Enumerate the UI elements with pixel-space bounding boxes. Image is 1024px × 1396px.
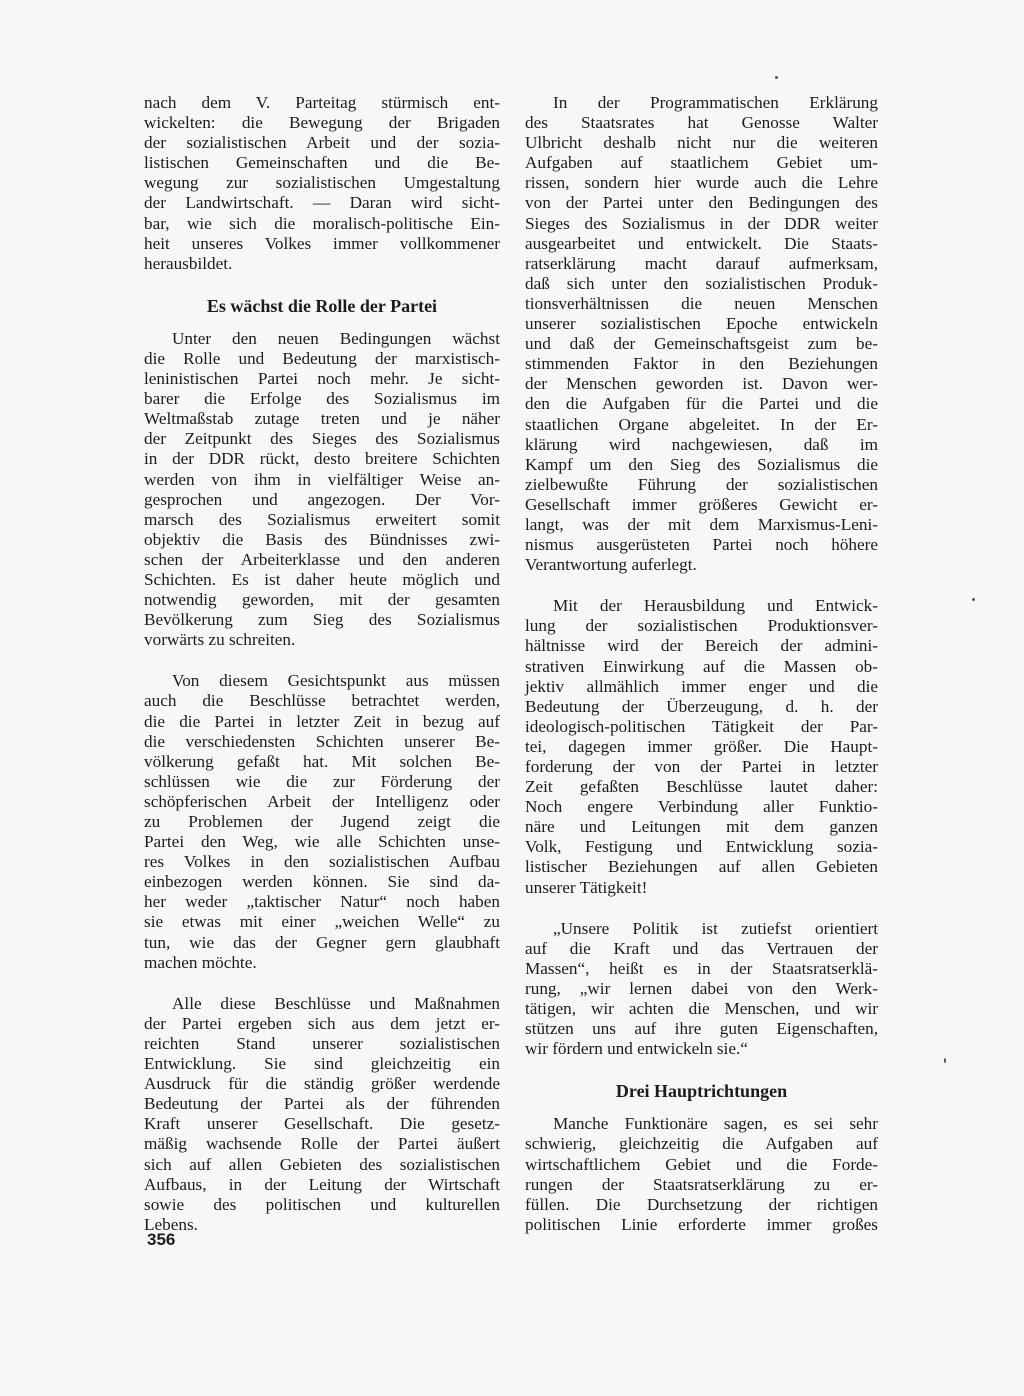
text-line: unserer sozialistischen Epoche entwickeln (525, 314, 878, 334)
text-line: der Partei ergeben sich aus dem jetzt er- (144, 1013, 500, 1033)
text-line: Bevölkerung zum Sieg des Sozialismus (144, 610, 500, 630)
text-line: schlüssen wie die zur Förderung der (144, 771, 500, 791)
text-line: objektiv die Basis des Bündnisses zwi- (144, 529, 500, 549)
text-line: Volk, Festigung und Entwicklung sozia- (525, 837, 878, 857)
text-line: der Landwirtschaft. — Daran wird sicht- (144, 193, 500, 213)
text-line: staatlichen Organe abgeleitet. In der Er- (525, 414, 878, 434)
paragraph (525, 93, 878, 575)
text-line: Entwicklung. Sie sind gleichzeitig ein (144, 1054, 500, 1074)
text-line: der Menschen geworden ist. Davon wer- (525, 374, 878, 394)
text-line: Bedeutung der Partei als der führenden (144, 1094, 500, 1114)
text-line: herausbildet. (144, 253, 233, 273)
text-line: stimmenden Faktor in den Beziehungen (525, 354, 878, 374)
section-heading: Drei Hauptrichtungen (615, 1081, 788, 1102)
text-line: forderung der von der Partei in letzter (525, 757, 878, 776)
text-line: werden von ihm in vielfältiger Weise an- (144, 469, 500, 489)
text-line: Von diesem Gesichtspunkt aus müssen (172, 671, 500, 691)
text-line: strativen Einwirkung auf die Massen ob- (525, 656, 878, 676)
text-line: reichten Stand unserer sozialistischen (144, 1033, 500, 1053)
text-line: Ulbricht deshalb nicht nur die weiteren (525, 133, 878, 153)
text-line: Verantwortung auferlegt. (525, 555, 697, 575)
text-line: Lebens. (144, 1214, 198, 1234)
text-line: langt, was der mit dem Marxismus-Leni- (525, 514, 878, 534)
text-line: res Volkes in den sozialistischen Aufbau (144, 852, 500, 872)
text-line: Weltmaßstab zutage treten und je näher (144, 409, 500, 429)
text-line: wegung zur sozialistischen Umgestaltung (144, 173, 500, 193)
text-line: Unter den neuen Bedingungen wächst (172, 328, 500, 348)
text-line: in der DDR rückt, desto breitere Schichten (144, 449, 500, 469)
text-line: machen möchte. (144, 952, 257, 972)
text-line: Kraft unserer Gesellschaft. Die gesetz- (144, 1114, 500, 1134)
text-line: tei, dagegen immer größer. Die Haupt- (525, 736, 878, 756)
text-line: ausgearbeitet und entwickelt. Die Staats- (525, 233, 878, 253)
left-column (144, 93, 500, 1256)
text-line: völkerung gefaßt hat. Mit solchen Be- (144, 751, 500, 771)
text-line: Aufgaben auf staatlichem Gebiet um- (525, 153, 878, 173)
text-line: hältnisse wird der Bereich der admini- (525, 636, 878, 656)
right-column (525, 93, 878, 1256)
text-line: und daß der Gemeinschaftsgeist zum be- (525, 334, 878, 354)
text-line: schöpferischen Arbeit der Intelligenz oder (144, 791, 500, 811)
text-line: sie etwas mit einer „weichen Welle“ zu (144, 912, 500, 932)
paragraph (144, 994, 500, 1235)
text-line: schwierig, gleichzeitig die Aufgaben auf (525, 1134, 878, 1154)
text-line: Partei den Weg, wie alle Schichten unse- (144, 832, 500, 852)
paragraph (525, 596, 878, 897)
text-line: Alle diese Beschlüsse und Maßnahmen (172, 993, 500, 1013)
text-line: sowie des politischen und kulturellen (144, 1194, 500, 1214)
paragraph (144, 671, 500, 972)
section-heading: Es wächst die Rolle der Partei (206, 295, 438, 316)
text-line: daß sich unter den sozialistischen Produk- (525, 273, 878, 293)
text-line: auch die Beschlüsse betrachtet werden, (144, 691, 500, 711)
text-line: Aufbaus, in der Leitung der Wirtschaft (144, 1174, 500, 1194)
text-line: gesprochen und angezogen. Der Vor- (144, 489, 500, 509)
text-line: her weder „taktischer Natur“ noch haben (144, 892, 500, 912)
text-line: der sozialistischen Arbeit und der sozia- (144, 133, 500, 153)
text-line: ratserklärung macht darauf aufmerksam, (525, 253, 878, 273)
paragraph (144, 93, 500, 274)
text-line: nach dem V. Parteitag stürmisch ent- (144, 93, 500, 112)
text-line: auf die Kraft und das Vertrauen der (525, 938, 878, 958)
text-line: Bedeutung der Überzeugung, d. h. der (525, 696, 878, 716)
text-line: Ausdruck für die ständig größer werdende (144, 1074, 500, 1094)
text-line: notwendig geworden, mit der gesamten (144, 590, 500, 610)
text-line: Massen“, heißt es in der Staatsratserklä- (525, 958, 878, 978)
text-line: näre und Leitungen mit dem ganzen (525, 817, 878, 837)
text-line: ideologisch-politischen Tätigkeit der Par- (525, 716, 878, 736)
page-number: 356 (147, 1230, 176, 1249)
text-line: listischen Gemeinschaften und die Be- (144, 153, 500, 173)
paragraph (525, 919, 878, 1060)
text-line: einbezogen werden können. Sie sind da- (144, 872, 500, 892)
text-line: die verschiedensten Schichten unserer Be- (144, 731, 500, 751)
text-line: politischen Linie erforderte immer großes (525, 1214, 878, 1234)
text-line: leninistischen Partei noch mehr. Je sicht- (144, 369, 500, 389)
paragraph (525, 1114, 878, 1235)
text-line: bar, wie sich die moralisch-politische Ein- (144, 213, 500, 233)
text-line: den die Aufgaben für die Partei und die (525, 394, 878, 414)
text-line: vorwärts zu schreiten. (144, 630, 296, 650)
text-line: tun, wie das der Gegner gern glaubhaft (144, 932, 500, 952)
text-line: „Unsere Politik ist zutiefst orientiert (553, 918, 878, 938)
text-line: wirtschaftlichem Gebiet und die Forde- (525, 1154, 878, 1174)
text-line: Schichten. Es ist daher heute möglich und (144, 569, 500, 589)
text-line: Gesellschaft immer größeres Gewicht er- (525, 494, 878, 514)
text-line: listischer Beziehungen auf allen Gebieten (525, 857, 878, 877)
text-line: Kampf um den Sieg des Sozialismus die (525, 454, 878, 474)
text-line: tätigen, wir achten die Menschen, und wir (525, 999, 878, 1019)
text-line: nismus ausgerüsteten Partei noch höhere (525, 535, 878, 555)
text-line: marsch des Sozialismus erweitert somit (144, 509, 500, 529)
text-line: die die Partei in letzter Zeit in bezug auf (144, 711, 500, 731)
text-line: stützen uns auf ihre guten Eigenschaften, (525, 1019, 878, 1039)
text-line: rissen, sondern hier wurde auch die Lehre (525, 173, 878, 193)
text-line: zu Problemen der Jugend zeigt die (144, 812, 500, 831)
text-line: der Zeitpunkt des Sieges des Sozialismus (144, 429, 500, 449)
paragraph (144, 329, 500, 651)
text-line: barer die Erfolge des Sozialismus im (144, 389, 500, 409)
text-line: mäßig wachsende Rolle der Partei äußert (144, 1134, 500, 1154)
text-line: heit unseres Volkes immer vollkommener (144, 233, 500, 253)
text-line: zielbewußte Führung der sozialistischen (525, 474, 878, 494)
text-line: unserer Tätigkeit! (525, 877, 648, 897)
text-line: tionsverhältnissen die neuen Menschen (525, 293, 878, 313)
text-line: des Staatsrates hat Genosse Walter (525, 113, 878, 133)
scan-speck (972, 598, 975, 601)
text-line: wir fördern und entwickeln sie.“ (525, 1039, 748, 1059)
text-line: jektiv allmählich immer enger und die (525, 676, 878, 696)
text-line: rung, „wir lernen dabei von den Werk- (525, 978, 878, 998)
scan-speck (775, 76, 778, 79)
text-line: schen der Arbeiterklasse und den anderen (144, 549, 500, 569)
text-line: In der Programmatischen Erklärung (553, 93, 878, 112)
text-line: die Rolle und Bedeutung der marxistisch- (144, 348, 500, 368)
text-line: Zeit gefaßten Beschlüsse lautet daher: (525, 777, 878, 797)
scan-speck (944, 1058, 946, 1063)
text-line: Sieges des Sozialismus in der DDR weiter (525, 213, 878, 233)
text-line: sich auf allen Gebieten des sozialistischen (144, 1154, 500, 1174)
text-line: Mit der Herausbildung und Entwick- (553, 596, 878, 616)
text-line: wickelten: die Bewegung der Brigaden (144, 113, 500, 133)
text-line: von der Partei unter den Bedingungen des (525, 193, 878, 213)
text-line: klärung wird nachgewiesen, daß im (525, 434, 878, 454)
text-line: lung der sozialistischen Produktionsver- (525, 616, 878, 636)
text-line: Noch engere Verbindung aller Funktio- (525, 797, 878, 817)
text-line: füllen. Die Durchsetzung der richtigen (525, 1194, 878, 1214)
text-line: Manche Funktionäre sagen, es sei sehr (553, 1114, 878, 1134)
text-line: rungen der Staatsratserklärung zu er- (525, 1174, 878, 1194)
